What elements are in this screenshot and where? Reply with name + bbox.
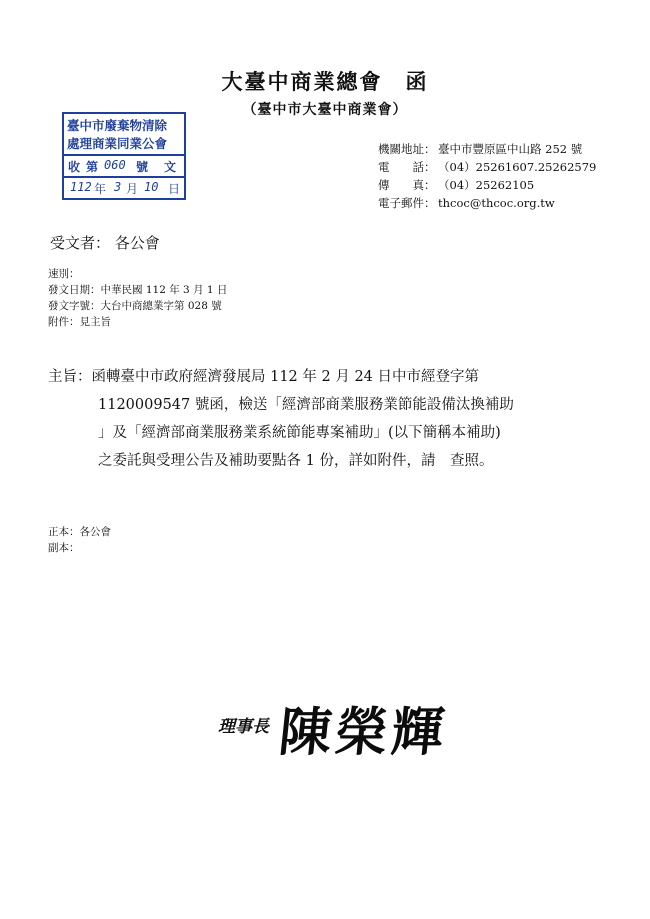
recipient-value: 各公會 xyxy=(114,234,160,252)
subject-line-2: 1120009547 號函，檢送「經濟部商業服務業節能設備汰換補助 xyxy=(98,397,514,413)
signature-title: 理事長 xyxy=(218,717,269,737)
email-label: 電子郵件： xyxy=(378,196,436,210)
subject-line-3: 」及「經濟部商業服務業系統節能專案補助」(以下簡稱本補助) xyxy=(98,425,501,441)
document-subtitle: （臺中市大臺中商業會） xyxy=(242,102,408,118)
stamp-number-suffix: 號 xyxy=(136,160,149,174)
subject-line-1 xyxy=(48,363,608,391)
date-label: 發文日期： xyxy=(48,284,101,296)
signature-block xyxy=(218,690,478,770)
meta-speed xyxy=(48,266,227,282)
stamp-org-line2: 處理商業同業公會 xyxy=(67,136,168,151)
stamp-year: 112 xyxy=(70,180,92,194)
address-label: 機關地址： xyxy=(378,142,436,156)
copy-recipients xyxy=(48,540,111,556)
address-value: 臺中市豐原區中山路 252 號 xyxy=(438,142,583,156)
contact-email xyxy=(378,194,596,212)
stamp-day: 10 xyxy=(144,180,159,194)
stamp-number-row xyxy=(64,154,184,174)
stamp-number-value: 060 xyxy=(104,158,126,172)
stamp-day-unit: 日 xyxy=(168,182,181,196)
doc-number-label: 發文字號： xyxy=(48,300,101,312)
meta-number xyxy=(48,298,227,314)
doc-number-value: 大台中商總業字第 028 號 xyxy=(100,300,222,312)
stamp-received-label: 收 xyxy=(68,160,81,174)
stamp-number-label: 第 xyxy=(86,160,99,174)
contact-address xyxy=(378,140,596,158)
contact-phone xyxy=(378,158,596,176)
subject-line-4: 之委託與受理公告及補助要點各 1 份，詳如附件，請 查照。 xyxy=(98,453,494,469)
main-label: 正本： xyxy=(48,526,80,538)
meta-date xyxy=(48,282,227,298)
document-title: 大臺中商業總會 函 xyxy=(221,70,429,94)
phone-label: 電 話： xyxy=(378,160,436,174)
attachment-value: 見主旨 xyxy=(79,316,111,328)
subject-text-1: 函轉臺中市政府經濟發展局 112 年 2 月 24 日中市經登字第 xyxy=(91,369,480,385)
recipient-label: 受文者： xyxy=(50,234,111,252)
stamp-month-unit: 月 xyxy=(126,182,139,196)
receipt-stamp xyxy=(62,112,186,200)
stamp-org-line1: 臺中市廢棄物清除 xyxy=(67,118,168,133)
main-value: 各公會 xyxy=(79,526,111,538)
fax-value: （04）25262105 xyxy=(438,178,535,192)
phone-value: （04）25261607.25262579 xyxy=(438,160,597,174)
date-value: 中華民國 112 年 3 月 1 日 xyxy=(100,284,228,296)
contact-fax xyxy=(378,176,596,194)
recipient-line xyxy=(50,232,160,253)
fax-label: 傳 真： xyxy=(378,178,436,192)
main-recipients xyxy=(48,524,111,540)
meta-block xyxy=(48,266,227,330)
subject-label: 主旨： xyxy=(48,369,92,385)
stamp-month: 3 xyxy=(114,180,122,194)
contact-block xyxy=(378,140,596,212)
signature-name: 陳榮輝 xyxy=(276,703,451,763)
email-value: thcoc@thcoc.org.tw xyxy=(438,196,555,210)
subject-block xyxy=(48,363,608,475)
speed-label: 速別： xyxy=(48,268,80,280)
meta-attachment xyxy=(48,314,227,330)
copy-label: 副本： xyxy=(48,542,80,554)
stamp-date-row xyxy=(64,176,184,196)
attachment-label: 附件： xyxy=(48,316,80,328)
stamp-year-unit: 年 xyxy=(94,182,107,196)
distribution-block xyxy=(48,524,111,556)
stamp-doc-label: 文 xyxy=(164,160,177,174)
